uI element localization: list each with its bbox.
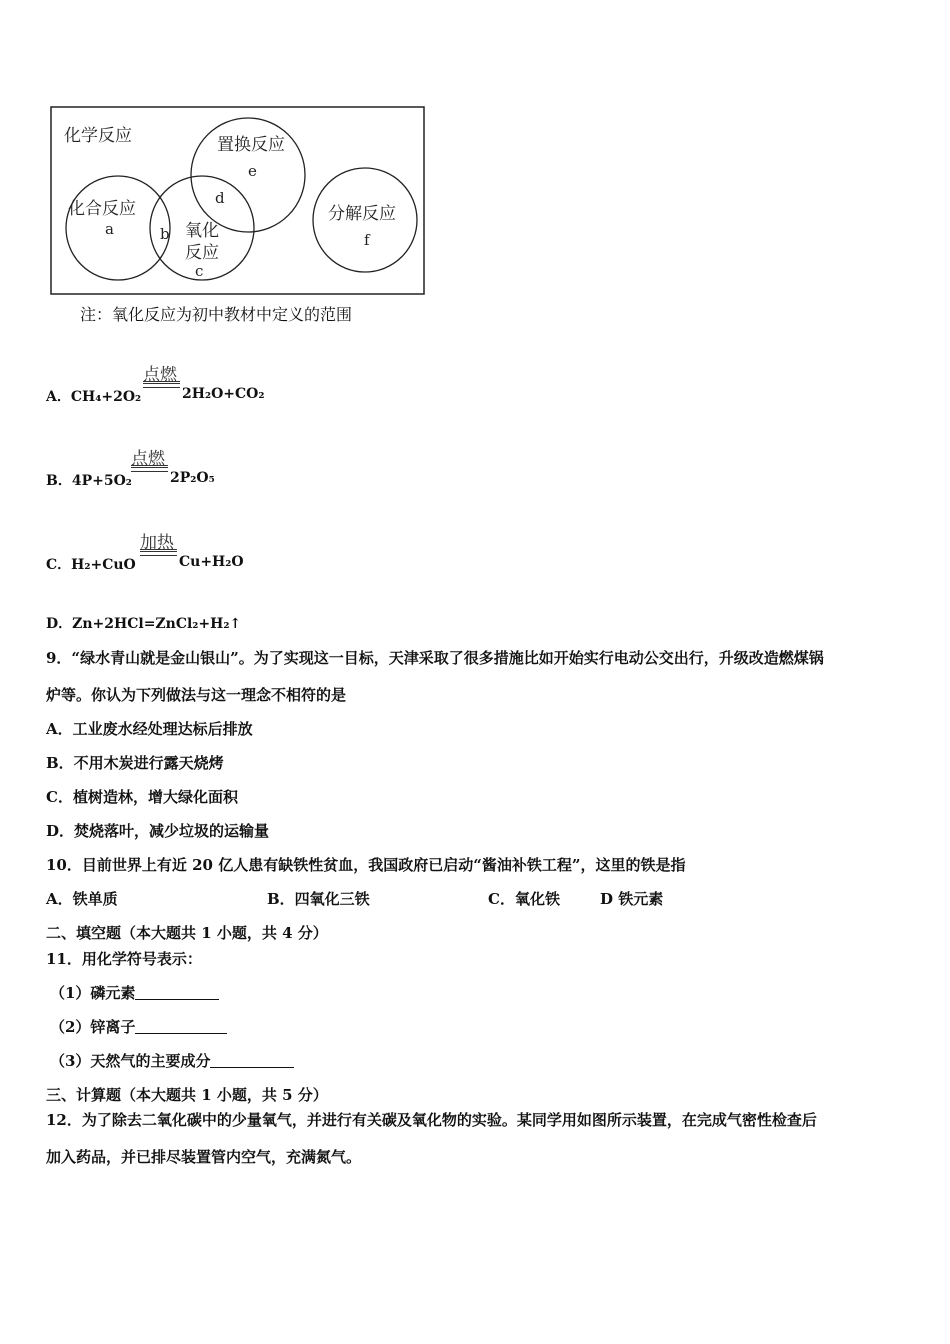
letter-a: a [105,220,114,238]
combination-label: 化合反应 [68,199,136,219]
reaction-venn-diagram [50,106,426,296]
q9-option-a: A．工业废水经处理达标后排放 [46,720,253,738]
section3-heading: 三、计算题（本大题共 1 小题，共 5 分） [46,1086,328,1104]
option-b-right: 2P₂O₅ [170,470,215,486]
replacement-label: 置换反应 [217,135,285,155]
q9-stem-line1: 9．“绿水青山就是金山银山”。为了实现这一目标，天津采取了很多措施比如开始实行电动公交出行，升级改造燃煤锅 [46,649,824,667]
decomposition-label: 分解反应 [328,204,396,224]
q10-option-b: B．四氧化三铁 [267,890,370,908]
q9-option-c: C．植树造林，增大绿化面积 [46,788,238,806]
q10-option-c: C．氧化铁 [488,890,560,908]
option-a-right: 2H₂O+CO₂ [182,386,265,402]
option-c-right: Cu+H₂O [179,554,244,570]
q11-part1 [50,982,219,1003]
option-b-equals [131,465,168,472]
q9-option-d: D．焚烧落叶，减少垃圾的运输量 [46,822,270,840]
q10-option-a: A．铁单质 [46,890,118,908]
q11-part2-label: （2）锌离子 [50,1018,136,1036]
q11-part3-label: （3）天然气的主要成分 [50,1052,211,1070]
option-c-equals [140,549,177,556]
q11-part1-label: （1）磷元素 [50,984,136,1002]
q10-stem: 10．目前世界上有近 20 亿人患有缺铁性贫血，我国政府已启动“酱油补铁工程”，这里的铁是指 [46,856,686,874]
letter-b: b [160,225,170,243]
q12-line1: 12．为了除去二氧化碳中的少量氧气，并进行有关碳及氧化物的实验。某同学用如图所示装置，在完成气密性检查后 [46,1111,817,1129]
combination-circle [66,176,170,280]
q11-part2 [50,1016,227,1037]
letter-e: e [248,162,257,180]
oxidation-label-1: 氧化 [185,221,219,241]
q11-stem: 11．用化学符号表示： [46,950,202,968]
q12-line2: 加入药品，并已排尽装置管内空气，充满氮气。 [46,1148,362,1166]
option-c-left: C．H₂+CuO [46,557,136,573]
q9-stem-line2: 炉等。你认为下列做法与这一理念不相符的是 [46,686,347,704]
q11-part3-blank[interactable] [210,1053,294,1068]
q11-part1-blank[interactable] [135,985,219,1000]
letter-d: d [215,189,225,207]
section2-heading: 二、填空题（本大题共 1 小题，共 4 分） [46,924,328,942]
option-a-condition: 点燃 [143,365,177,385]
option-a-equals [143,381,180,388]
oxidation-label-2: 反应 [185,243,219,263]
option-b-condition: 点燃 [131,449,165,469]
q11-part2-blank[interactable] [135,1019,227,1034]
option-d-text: D．Zn+2HCl=ZnCl₂+H₂↑ [46,616,242,632]
option-a-left: A．CH₄+2O₂ [46,389,142,405]
letter-c: c [195,262,204,280]
venn-svg [50,106,426,296]
letter-f: f [364,231,370,249]
diagram-note: 注：氧化反应为初中教材中定义的范围 [80,305,353,324]
q10-option-d: D 铁元素 [600,890,664,908]
option-c-condition: 加热 [140,533,174,553]
box-label: 化学反应 [64,126,132,146]
q9-option-b: B．不用木炭进行露天烧烤 [46,754,224,772]
q11-part3 [50,1050,294,1071]
option-b-left: B．4P+5O₂ [46,473,132,489]
